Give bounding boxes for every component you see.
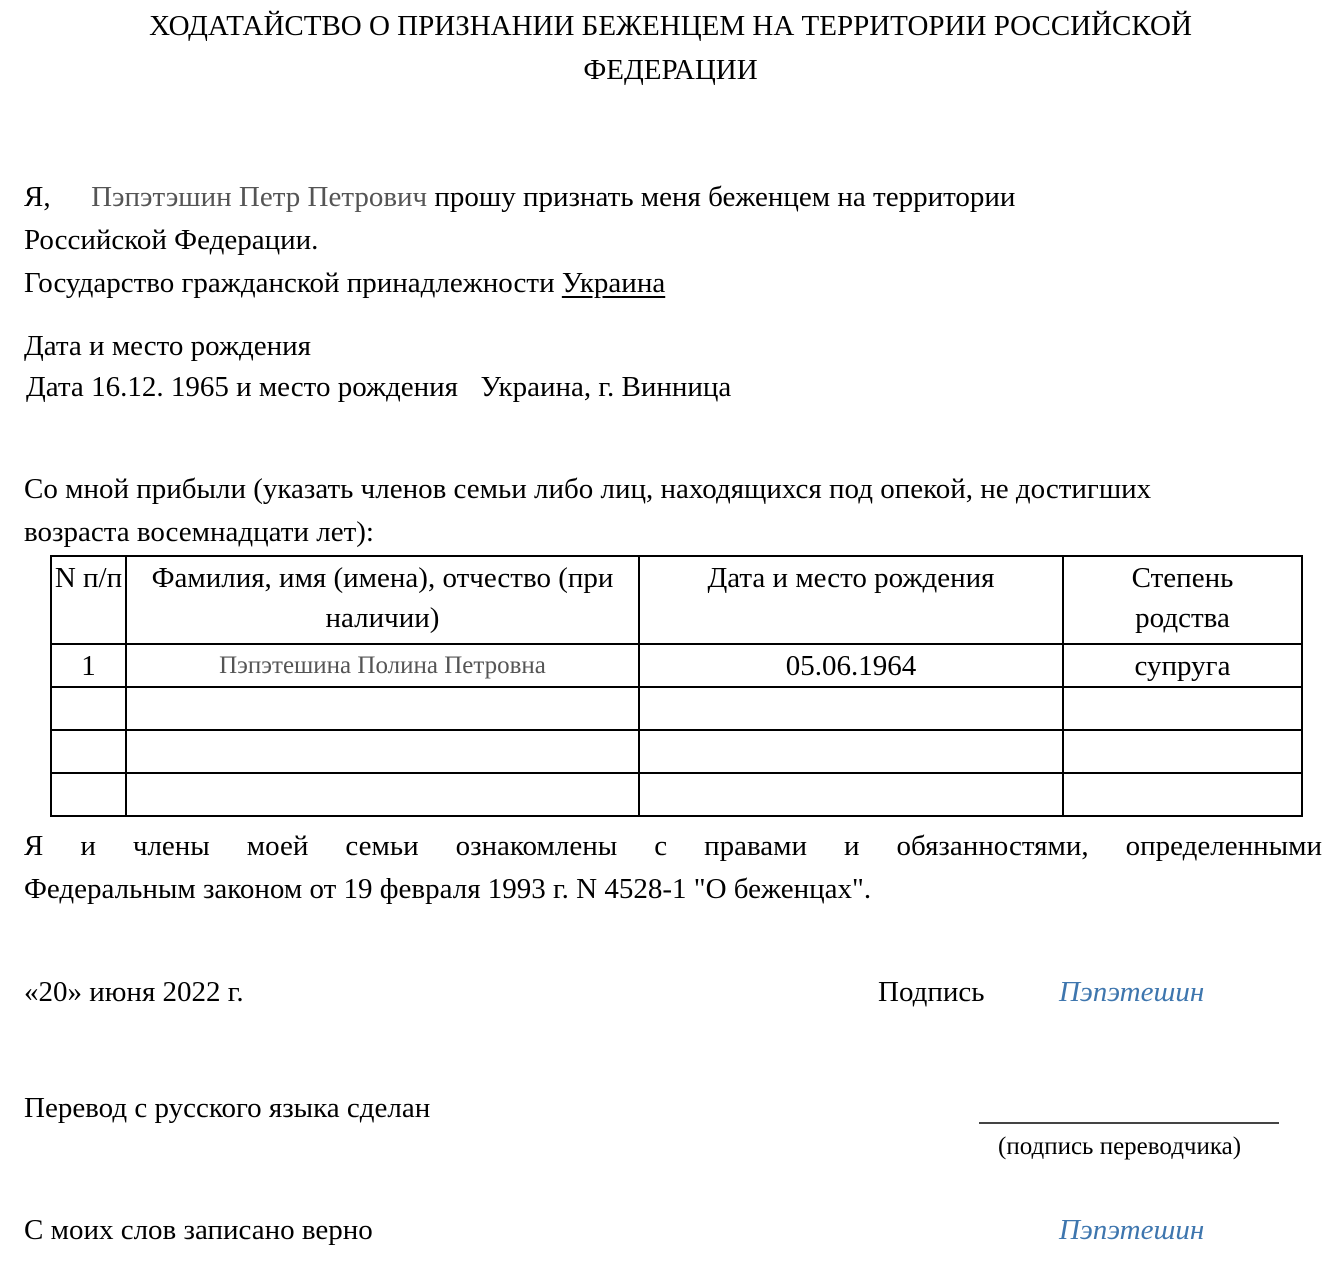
verification-text: С моих слов записано верно: [24, 1214, 373, 1246]
table-row: [51, 773, 1302, 816]
translation-text: Перевод с русского языка сделан: [24, 1092, 431, 1124]
cell-name: [126, 730, 639, 773]
header-full-name: Фамилия, имя (имена), отчество (при наличии): [126, 556, 639, 644]
document-title-line-2: ФЕДЕРАЦИИ: [583, 54, 758, 86]
cell-number: 1: [51, 644, 126, 687]
table-row: [51, 687, 1302, 730]
cell-number: [51, 730, 126, 773]
cell-birth: 05.06.1964: [639, 644, 1063, 687]
document-title-line-1: ХОДАТАЙСТВО О ПРИЗНАНИИ БЕЖЕНЦЕМ НА ТЕРРИТОРИИ РОССИЙСКОЙ: [149, 10, 1192, 42]
cell-birth: [639, 730, 1063, 773]
citizenship-label: Государство гражданской принадлежности: [24, 267, 555, 299]
accompanying-line-2: возраста восемнадцати лет):: [24, 516, 374, 548]
accompanying-line-1: Со мной прибыли (указать членов семьи либо лиц, находящихся под опекой, не достигших: [24, 473, 1152, 505]
header-number: N п/п: [51, 556, 126, 644]
table-row: [51, 730, 1302, 773]
cell-number: [51, 773, 126, 816]
birth-date-label: Дата: [26, 371, 84, 403]
cell-relation: супруга: [1063, 644, 1302, 687]
cell-relation: [1063, 730, 1302, 773]
cell-birth: [639, 773, 1063, 816]
translator-caption: (подпись переводчика): [998, 1133, 1242, 1160]
cell-birth: [639, 687, 1063, 730]
table-row: [51, 644, 1302, 687]
application-date: «20» июня 2022 г.: [24, 976, 244, 1008]
applicant-name: Пэпэтэшин Петр Петрович: [91, 181, 428, 213]
verification-signature: Пэпэтешин: [1059, 1214, 1205, 1246]
intro-line: [24, 183, 1015, 212]
birth-place-value: Украина, г. Винница: [480, 371, 732, 403]
cell-relation: [1063, 687, 1302, 730]
cell-name: Пэпэтешина Полина Петровна: [126, 644, 639, 687]
translator-signature-line: [979, 1122, 1279, 1124]
cell-number: [51, 687, 126, 730]
request-text: прошу признать меня беженцем на территории: [434, 181, 1016, 213]
cell-name: [126, 773, 639, 816]
birth-place-label: и место рождения: [236, 371, 459, 403]
family-members-table: [50, 555, 1303, 817]
header-relation: Степень родства: [1063, 556, 1302, 644]
request-text-continued: Российской Федерации.: [24, 224, 319, 256]
cell-name: [126, 687, 639, 730]
table-header-row: [51, 556, 1302, 644]
cell-relation: [1063, 773, 1302, 816]
intro-prefix: Я,: [24, 181, 51, 213]
birth-heading: Дата и место рождения: [24, 330, 311, 362]
citizenship-value: Украина: [561, 267, 666, 299]
applicant-signature: Пэпэтешин: [1059, 976, 1205, 1008]
birth-date-value: 16.12. 1965: [91, 371, 229, 403]
header-birth: Дата и место рождения: [639, 556, 1063, 644]
citizenship-line: [24, 269, 665, 298]
acknowledgement-line-2: Федеральным законом от 19 февраля 1993 г. N 4528-1 "О беженцах".: [24, 873, 872, 905]
birth-line: [26, 373, 731, 402]
signature-label: Подпись: [878, 976, 985, 1008]
acknowledgement-line-1: Я и члены моей семьи ознакомлены с правами и обязанностями, определенными: [24, 830, 1322, 862]
